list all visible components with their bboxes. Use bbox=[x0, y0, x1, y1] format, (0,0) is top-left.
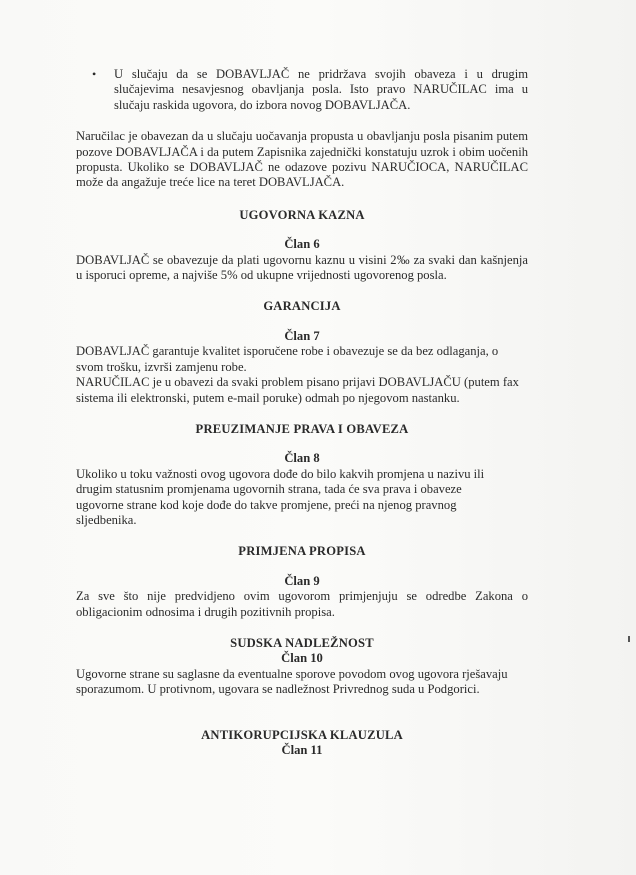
article-11-title: Član 11 bbox=[281, 743, 323, 757]
article-6-title: Član 6 bbox=[284, 237, 320, 252]
bullet-item bbox=[92, 67, 528, 113]
bullet-symbol: • bbox=[92, 67, 97, 81]
section-heading-antikorupcijska-klauzula: ANTIKORUPCIJSKA KLAUZULA bbox=[201, 727, 403, 742]
section-heading-preuzimanje: PREUZIMANJE PRAVA I OBAVEZA bbox=[195, 421, 409, 436]
section-heading-garancija: GARANCIJA bbox=[263, 299, 341, 314]
article-7-text-1: DOBAVLJAČ garantuje kvalitet isporučene robe i obavezuje se da bez odlaganja, o svom trošku, izvrši zamjenu robe. bbox=[76, 344, 499, 374]
article-7-text-2: NARUČILAC je u obavezi da svaki problem pisano prijavi DOBAVLJAČU (putem fax sistema ili elektronski, putem e-mail poruke) odmah po njegovom nastanku. bbox=[76, 375, 519, 405]
article-8-text: Ukoliko u toku važnosti ovog ugovora dođe do bilo kakvih promjena u nazivu ili drugim statusnim promjenama ugovornih strana, tada će sva prava i obaveze ugovorne strane kod koje dođe do takve promjene, preći na njenog pravnog sljedbenika. bbox=[76, 466, 485, 527]
article-9-text: Za sve što nije predvidjeno ovim ugovorom primjenjuju se odredbe Zakona o obligacionim odnosima i drugih pozitivnih propisa. bbox=[76, 589, 528, 619]
article-10-text: Ugovorne strane su saglasne da eventualne sporove povodom ovog ugovora rješavaju sporazumom. U protivnom, ugovara se nadležnost Privrednog suda u Podgorici. bbox=[76, 666, 508, 697]
article-9-title: Član 9 bbox=[284, 573, 320, 588]
bullet-text: U slučaju da se DOBAVLJAČ ne pridržava svojih obaveza i u drugim slučajevima nesavjesnog obavljanja posla. Isto pravo NARUČILAC ima u slučaju raskida ugovora, do izbora novog DOBAVLJAČA. bbox=[114, 67, 528, 112]
section-heading-primjena-propisa: PRIMJENA PROPISA bbox=[238, 544, 366, 559]
margin-mark bbox=[628, 636, 630, 642]
article-6-text: DOBAVLJAČ se obavezuje da plati ugovornu kaznu u visini 2‰ za svaki dan kašnjenja u isporuci opreme, a najviše 5% od ukupne vrijednosti ugovorenog posla. bbox=[76, 252, 528, 283]
article-10-title: Član 10 bbox=[281, 651, 323, 666]
article-7-title: Član 7 bbox=[284, 328, 320, 343]
intro-paragraph: Naručilac je obavezan da u slučaju uočavanja propusta u obavljanju posla pisanim putem pozove DOBAVLJAČA i da putem Zapisnika zajednički konstatuju uzrok i obim uočenih propusta. Ukoliko se DOBAVLJAČ ne odazove pozivu NARUČIOCA, NARUČILAC može da angažuje treće lice na teret DOBAVLJAČA. bbox=[76, 129, 528, 190]
section-heading-ugovorna-kazna: UGOVORNA KAZNA bbox=[239, 207, 365, 222]
document-body bbox=[76, 67, 528, 758]
section-heading-sudska-nadleznost: SUDSKA NADLEŽNOST bbox=[230, 635, 374, 650]
article-8-title: Član 8 bbox=[284, 451, 320, 466]
